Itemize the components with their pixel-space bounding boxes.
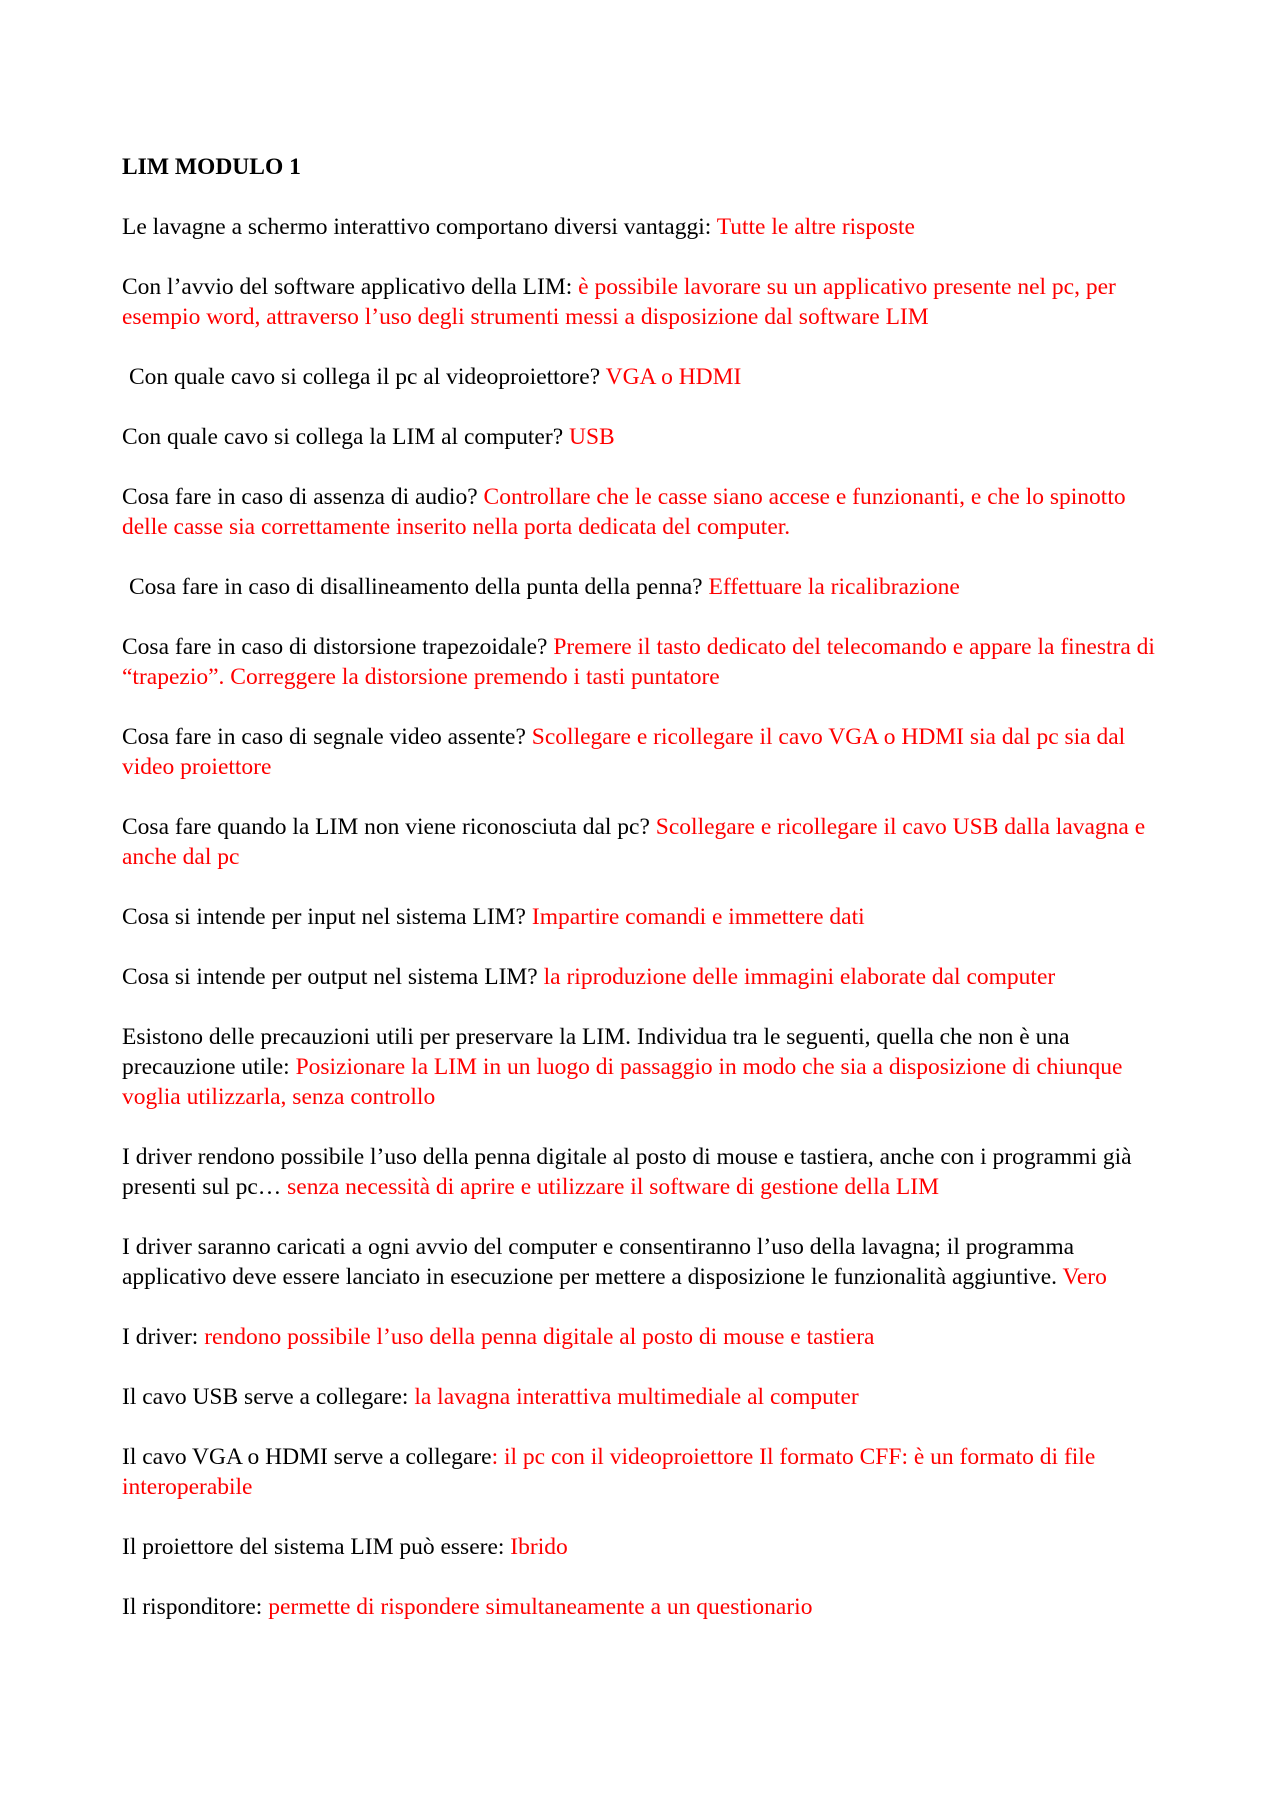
question-text: Con quale cavo si collega la LIM al computer?: [122, 424, 569, 450]
question-text: Cosa fare in caso di segnale video assente?: [122, 724, 532, 750]
question-text: Esistono delle precauzioni utili per preservare la LIM. Individua tra le seguenti, quella che non è una precauzione utile:: [122, 1024, 1070, 1080]
answer-text: Ibrido: [510, 1534, 568, 1560]
answer-text: Scollegare e ricollegare il cavo USB dalla lavagna e anche dal pc: [122, 814, 1146, 870]
answer-text: Vero: [1062, 1264, 1107, 1290]
answer-text: la riproduzione delle immagini elaborate dal computer: [543, 964, 1056, 990]
answer-text: : il pc con il videoproiettore Il formato CFF: è un formato di file interoperabile: [122, 1444, 1096, 1500]
answer-text: VGA o HDMI: [605, 364, 742, 390]
question-text: Con quale cavo si collega il pc al videoproiettore?: [129, 364, 606, 390]
answer-text: Controllare che le casse siano accese e funzionanti, e che lo spinotto delle casse sia correttamente inserito nella porta dedicata del computer.: [122, 484, 1126, 540]
answer-text: Tutte le altre risposte: [716, 214, 915, 240]
question-text: Cosa fare quando la LIM non viene riconosciuta dal pc?: [122, 814, 656, 840]
answer-text: Scollegare e ricollegare il cavo VGA o HDMI sia dal pc sia dal video proiettore: [122, 724, 1126, 780]
question-text: Cosa si intende per output nel sistema LIM?: [122, 964, 544, 990]
qa-item: [122, 1022, 1172, 1112]
question-text: I driver saranno caricati a ogni avvio del computer e consentiranno l’uso della lavagna; il programma applicativo deve essere lanciato in esecuzione per mettere a disposizione le funzionalità aggiuntive.: [122, 1234, 1075, 1290]
qa-item: [122, 812, 1172, 872]
answer-text: rendono possibile l’uso della penna digitale al posto di mouse e tastiera: [204, 1324, 875, 1350]
qa-item: [122, 482, 1172, 542]
qa-item: [122, 1442, 1172, 1502]
qa-item: [122, 1532, 1172, 1562]
qa-item: [122, 722, 1172, 782]
answer-text: Impartire comandi e immettere dati: [531, 904, 865, 930]
qa-item: [122, 212, 1172, 242]
qa-item: [122, 1322, 1172, 1352]
question-text: Con l’avvio del software applicativo della LIM:: [122, 274, 579, 300]
answer-text: senza necessità di aprire e utilizzare il software di gestione della LIM: [287, 1174, 939, 1200]
question-text: I driver:: [122, 1324, 205, 1350]
qa-item: [122, 422, 1172, 452]
answer-text: Effettuare la ricalibrazione: [708, 574, 960, 600]
qa-item: [122, 1592, 1172, 1622]
qa-item: [122, 572, 1172, 602]
answer-text: USB: [569, 424, 615, 450]
qa-item: [122, 1142, 1172, 1202]
question-text: Cosa fare in caso di distorsione trapezoidale?: [122, 634, 554, 660]
question-text: Cosa fare in caso di disallineamento della punta della penna?: [129, 574, 709, 600]
question-text: Cosa fare in caso di assenza di audio?: [122, 484, 484, 510]
answer-text: la lavagna interattiva multimediale al computer: [414, 1384, 859, 1410]
question-text: Il cavo USB serve a collegare:: [122, 1384, 415, 1410]
qa-item: [122, 1232, 1172, 1292]
question-text: I driver rendono possibile l’uso della penna digitale al posto di mouse e tastiera, anche con i programmi già presenti sul pc…: [122, 1144, 1132, 1200]
qa-item: [122, 1382, 1172, 1412]
qa-item: [122, 362, 1172, 392]
document-title: LIM MODULO 1: [122, 154, 301, 180]
question-text: Le lavagne a schermo interattivo comportano diversi vantaggi:: [122, 214, 717, 240]
document-page: [122, 152, 1172, 1652]
question-text: Il risponditore:: [122, 1594, 269, 1620]
answer-text: Posizionare la LIM in un luogo di passaggio in modo che sia a disposizione di chiunque voglia utilizzarla, senza controllo: [122, 1054, 1123, 1110]
answer-text: permette di rispondere simultaneamente a un questionario: [268, 1594, 813, 1620]
qa-item: [122, 962, 1172, 992]
question-text: Cosa si intende per input nel sistema LIM?: [122, 904, 532, 930]
question-text: Il proiettore del sistema LIM può essere:: [122, 1534, 511, 1560]
qa-item: [122, 632, 1172, 692]
answer-text: è possibile lavorare su un applicativo presente nel pc, per esempio word, attraverso l’uso degli strumenti messi a disposizione dal software LIM: [122, 274, 1116, 330]
answer-text: Premere il tasto dedicato del telecomando e appare la finestra di “trapezio”. Correggere la distorsione premendo i tasti puntatore: [122, 634, 1155, 690]
qa-item: [122, 902, 1172, 932]
qa-item: [122, 272, 1172, 332]
question-text: Il cavo VGA o HDMI serve a collegare: [122, 1444, 492, 1470]
